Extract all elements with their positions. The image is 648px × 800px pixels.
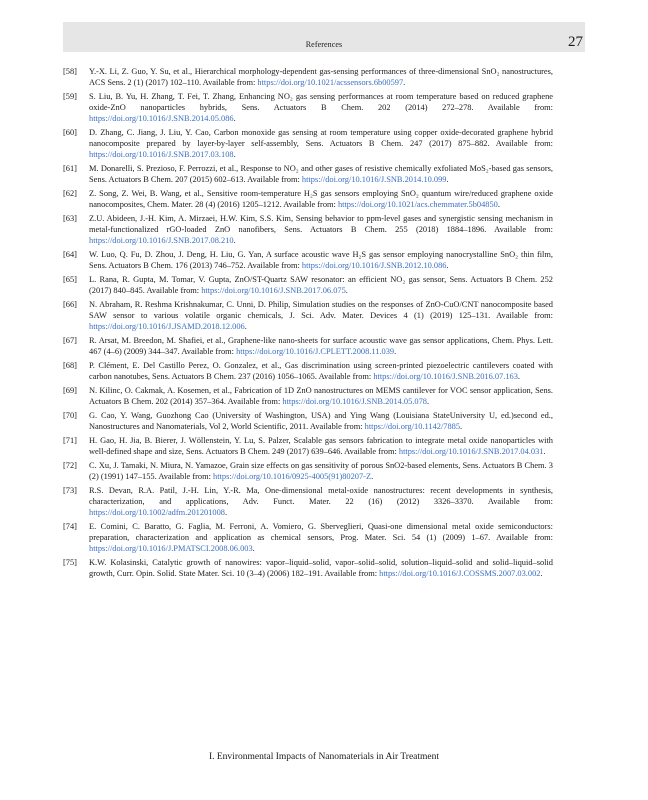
reference-text: N. Abraham, R. Reshma Krishnakumar, C. Unni, D. Philip, Simulation studies on the responses of ZnO-CuO/CNT nanocomposite based SAW sensor to various volatile organic chemicals, J. Sci. Adv. Mater. Devices 4 (1) (2019) 125–131. Available from: [89, 299, 553, 320]
reference-item [63, 67, 553, 89]
reference-item [63, 214, 553, 247]
reference-end: . [394, 346, 397, 356]
reference-number: [73] [63, 485, 77, 495]
reference-list [63, 67, 553, 583]
reference-body [89, 250, 553, 270]
reference-number: [64] [63, 249, 77, 259]
reference-number: [71] [63, 435, 77, 445]
reference-end: . [252, 543, 255, 553]
reference-body [89, 336, 553, 356]
doi-link[interactable]: https://doi.org/10.1016/J.COSSMS.2007.03.002 [379, 568, 541, 578]
reference-number: [75] [63, 557, 77, 567]
reference-body [89, 128, 553, 159]
reference-body [89, 411, 553, 431]
reference-end: . [371, 471, 374, 481]
reference-item [63, 522, 553, 555]
reference-body [89, 67, 553, 87]
reference-body [89, 275, 553, 295]
reference-end: . [233, 149, 236, 159]
reference-item [63, 386, 553, 408]
reference-body [89, 558, 553, 578]
reference-text: G. Cao, Y. Wang, Guozhong Cao (University of Washington, USA) and Ying Wang (Louisiana StateUniversity U, ed.)second ed., Nanostructures and Nanomaterials, Vol 2, World Scientific, 2011. Available from: [89, 410, 553, 431]
reference-end: . [446, 174, 449, 184]
reference-text: P. Clément, E. Del Castillo Perez, O. Gonzalez, et al., Gas discrimination using screen-printed piezoelectric cantilevers coated with carbon nanotubes, Sens. Actuators B Chem. 237 (2016) 1056–1065. Available from: [89, 360, 553, 381]
reference-text: W. Luo, Q. Fu, D. Zhou, J. Deng, H. Liu, G. Yan, A surface acoustic wave H₂S gas sensor employing nanocrystalline SnO₂ thin film, Sens. Actuators B Chem. 176 (2013) 746–752. Available from: [89, 249, 553, 270]
reference-number: [68] [63, 360, 77, 370]
page-header [63, 22, 585, 52]
reference-number: [61] [63, 163, 77, 173]
reference-item [63, 336, 553, 358]
reference-body [89, 300, 553, 331]
reference-end: . [233, 235, 236, 245]
reference-end: . [224, 507, 228, 517]
doi-link[interactable]: https://doi.org/10.1016/J.SNB.2014.05.086 [89, 113, 234, 123]
reference-body [89, 522, 553, 553]
reference-item [63, 486, 553, 519]
reference-end: . [517, 371, 520, 381]
reference-number: [72] [63, 460, 77, 470]
reference-item [63, 300, 553, 333]
reference-end: . [543, 446, 546, 456]
reference-text: K.W. Kolasinski, Catalytic growth of nanowires: vapor–liquid–solid, vapor–solid–solid, solution–liquid–solid and solid–liquid–solid growth, Curr. Opin. Solid. State Mater. Sci. 10 (3–4) (2006) 182–191. Available from: [89, 557, 553, 578]
reference-body [89, 214, 553, 245]
reference-end: . [233, 113, 236, 123]
reference-item [63, 189, 553, 211]
reference-number: [63] [63, 213, 77, 223]
reference-text: N. Kilinc, O. Cakmak, A. Kosemen, et al., Fabrication of 1D ZnO nanostructures on MEMS cantilever for VOC sensor application, Sens. Actuators B Chem. 202 (2014) 357–364. Available from: [89, 385, 553, 406]
doi-link[interactable]: https://doi.org/10.1016/J.JSAMD.2018.12.006 [89, 321, 245, 331]
reference-body [89, 92, 553, 123]
doi-link[interactable]: https://doi.org/10.1016/J.CPLETT.2008.11.039 [236, 346, 395, 356]
reference-text: Y.-X. Li, Z. Guo, Y. Su, et al., Hierarchical morphology-dependent gas-sensing performances of three-dimensional SnO₂ nanostructures, ACS Sens. 2 (1) (2017) 102–110. Available from: [89, 67, 553, 87]
reference-body [89, 361, 553, 381]
reference-item [63, 436, 553, 458]
reference-item [63, 361, 553, 383]
reference-end: . [540, 568, 543, 578]
reference-text: L. Rana, R. Gupta, M. Tomar, V. Gupta, ZnO/ST-Quartz SAW resonator: an efficient NO₂ gas sensor, Sens. Actuators B Chem. 252 (2017) 840–845. Available from: [89, 274, 553, 295]
reference-number: [74] [63, 521, 77, 531]
reference-number: [58] [63, 67, 77, 76]
reference-text: R.S. Devan, R.A. Patil, J.-H. Lin, Y.-R. Ma, One-dimensional metal-oxide nanostructures: recent developments in synthesis, characterization, and applications, Adv. Funct. Mater. 22 (16) (2012) 3326–3370. Available from: [89, 485, 553, 506]
doi-link[interactable]: https://doi.org/10.1002/adfm.201201008 [89, 507, 225, 517]
reference-body [89, 461, 553, 481]
reference-text: M. Donarelli, S. Prezioso, F. Perrozzi, et al., Response to NO₂ and other gases of resistive chemically exfoliated MoS₂-based gas sensors, Sens. Actuators B Chem. 207 (2015) 602–613. Available from: [89, 163, 553, 184]
reference-number: [70] [63, 410, 77, 420]
reference-body [89, 486, 553, 517]
doi-link[interactable]: https://doi.org/10.1016/J.SNB.2017.03.108 [89, 149, 234, 159]
doi-link[interactable]: https://doi.org/10.1016/J.SNB.2017.04.031 [398, 446, 544, 456]
reference-item [63, 128, 553, 161]
reference-item [63, 250, 553, 272]
reference-item [63, 92, 553, 125]
doi-link[interactable]: https://doi.org/10.1016/0925-4005(91)80207-Z [213, 471, 372, 481]
reference-body [89, 386, 553, 406]
reference-text: S. Liu, B. Yu, H. Zhang, T. Fei, T. Zhang, Enhancing NO₂ gas sensing performances at room temperature based on reduced graphene oxide-ZnO nanoparticles hybrids, Sens. Actuators B Chem. 202 (2014) 272–278. Available from: [89, 92, 553, 112]
reference-body [89, 189, 553, 209]
reference-end: . [446, 260, 449, 270]
doi-link[interactable]: https://doi.org/10.1016/J.SNB.2017.06.075 [201, 285, 346, 295]
reference-item [63, 164, 553, 186]
reference-number: [69] [63, 385, 77, 395]
reference-text: Z.U. Abideen, J.-H. Kim, A. Mirzaei, H.W. Kim, S.S. Kim, Sensing behavior to ppm-level gases and synergistic sensing mechanism in metal-functionalized rGO-loaded ZnO nanofibers, Sens. Actuators B Chem. 255 (2018) 1884–1896. Available from: [89, 213, 553, 234]
reference-body [89, 436, 553, 456]
reference-number: [67] [63, 335, 77, 345]
reference-item [63, 411, 553, 433]
reference-end: . [403, 77, 406, 87]
doi-link[interactable]: https://doi.org/10.1021/acssensors.6b00597 [257, 77, 404, 87]
reference-end: . [345, 285, 348, 295]
doi-link[interactable]: https://doi.org/10.1021/acs.chemmater.5b04850 [337, 199, 498, 209]
reference-end: . [497, 199, 500, 209]
reference-item [63, 461, 553, 483]
reference-text: E. Comini, C. Baratto, G. Faglia, M. Ferroni, A. Vomiero, G. Sberveglieri, Quasi-one dimensional metal oxide semiconductors: preparation, characterization and application as chemical sensors, Prog. Mater. Sci. 54 (1) (2009) 1–67. Available from: [89, 521, 553, 542]
reference-item [63, 275, 553, 297]
doi-link[interactable]: https://doi.org/10.1016/J.SNB.2014.10.099 [301, 174, 447, 184]
reference-number: [65] [63, 274, 77, 284]
page-number: 27 [568, 34, 583, 50]
doi-link[interactable]: https://doi.org/10.1142/7885 [364, 421, 461, 431]
reference-text: C. Xu, J. Tamaki, N. Miura, N. Yamazoe, Grain size effects on gas sensitivity of porous SnO2-based elements, Sens. Actuators B Chem. 3 (2) (1991) 147–155. Available from: [89, 460, 553, 481]
reference-item [63, 558, 553, 580]
reference-number: [66] [63, 299, 77, 309]
reference-end: . [460, 421, 463, 431]
reference-end: . [426, 396, 430, 406]
reference-number: [62] [63, 188, 77, 198]
reference-text: R. Arsat, M. Breedon, M. Shafiei, et al., Graphene-like nano-sheets for surface acoustic wave gas sensor applications, Chem. Phys. Lett. 467 (4–6) (2009) 344–347. Available from: [89, 335, 553, 356]
doi-link[interactable]: https://doi.org/10.1016/J.SNB.2016.07.163 [373, 371, 518, 381]
doi-link[interactable]: https://doi.org/10.1016/J.SNB.2014.05.078 [282, 396, 427, 406]
running-head: References [305, 40, 343, 49]
doi-link[interactable]: https://doi.org/10.1016/J.SNB.2017.08.210 [89, 235, 234, 245]
reference-text: D. Zhang, C. Jiang, J. Liu, Y. Cao, Carbon monoxide gas sensing at room temperature using copper oxide-decorated graphene hybrid nanocomposite prepared by layer-by-layer self-assembly, Sens. Actuators B Chem. 247 (2017) 875–882. Available from: [89, 127, 553, 148]
reference-number: [60] [63, 127, 77, 137]
reference-number: [59] [63, 92, 77, 101]
reference-text: H. Gao, H. Jia, B. Bierer, J. Wöllenstein, Y. Lu, S. Palzer, Scalable gas sensors fabrication to integrate metal oxide nanoparticles with well-defined shape and size, Sens. Actuators B Chem. 249 (2017) 639–646. Available from: [89, 435, 553, 456]
reference-body [89, 164, 553, 184]
doi-link[interactable]: https://doi.org/10.1016/J.PMATSCI.2008.06.003 [89, 543, 253, 553]
page-footer: I. Environmental Impacts of Nanomaterials in Air Treatment [208, 752, 440, 762]
doi-link[interactable]: https://doi.org/10.1016/J.SNB.2012.10.086 [301, 260, 447, 270]
reference-end: . [244, 321, 247, 331]
reference-text: Z. Song, Z. Wei, B. Wang, et al., Sensitive room-temperature H₂S gas sensors employing SnO₂ quantum wire/reduced graphene oxide nanocomposites, Chem. Mater. 28 (4) (2016) 1205–1212. Available from: [89, 188, 553, 209]
